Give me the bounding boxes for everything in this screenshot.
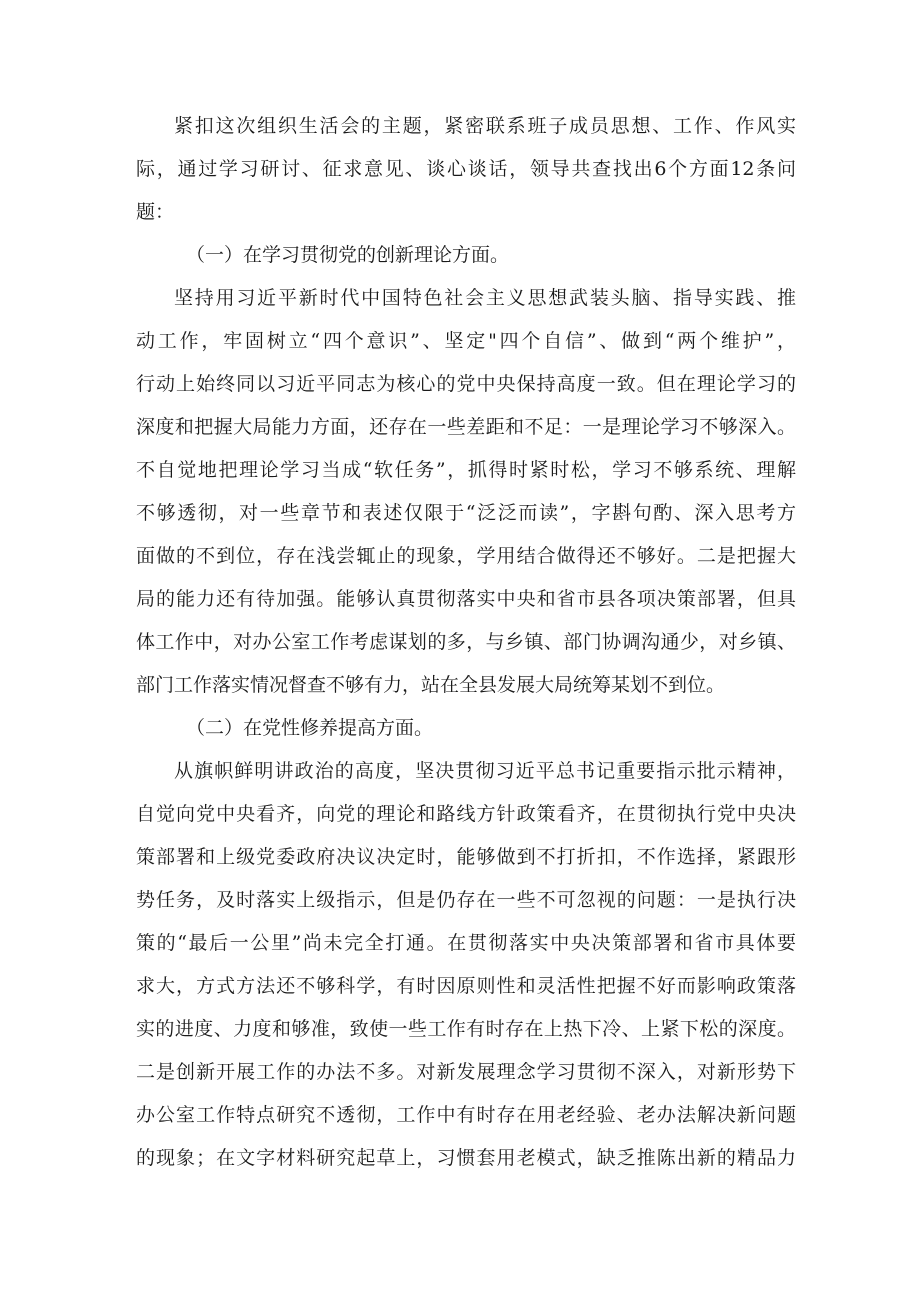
paragraph-line: 办公室工作特点研究不透彻，工作中有时存在用老经验、老办法解决新问题 <box>136 1104 796 1126</box>
paragraph-line: 题： <box>136 201 175 223</box>
paragraph-line: 的现象；在文字材料研究起草上，习惯套用老模式，缺乏推陈出新的精品力 <box>136 1147 796 1169</box>
paragraph-line: 势任务，及时落实上级指示，但是仍存在一些不可忽视的问题：一是执行决 <box>136 889 796 911</box>
paragraph-line: 二是创新开展工作的办法不多。对新发展理念学习贯彻不深入，对新形势下 <box>136 1061 796 1083</box>
paragraph-line: 不够透彻，对一些章节和表述仅限于“泛泛而读”，字斟句酌、深入思考方 <box>136 502 796 524</box>
paragraph-line: 从旗帜鲜明讲政治的高度，坚决贯彻习近平总书记重要指示批示精神， <box>174 760 796 782</box>
paragraph-line: 行动上始终同以习近平同志为核心的党中央保持高度一致。但在理论学习的 <box>136 373 796 395</box>
paragraph-line: 体工作中，对办公室工作考虑谋划的多，与乡镇、部门协调沟通少，对乡镇、 <box>136 631 796 653</box>
paragraph-line: 实的进度、力度和够准，致使一些工作有时存在上热下冷、上紧下松的深度。 <box>136 1018 796 1040</box>
section-heading: （二）在党性修养提高方面。 <box>186 717 434 739</box>
paragraph-line: 紧扣这次组织生活会的主题，紧密联系班子成员思想、工作、作风实 <box>174 115 796 137</box>
paragraph-line: 不自觉地把理论学习当成“软任务”，抓得时紧时松，学习不够系统、理解 <box>136 459 796 481</box>
paragraph-line: 面做的不到位，存在浅尝辄止的现象，学用结合做得还不够好。二是把握大 <box>136 545 796 567</box>
paragraph-line: 坚持用习近平新时代中国特色社会主义思想武装头脑、指导实践、推 <box>174 287 796 309</box>
paragraph-line: 动工作，牢固树立“四个意识”、坚定"四个自信”、做到“两个维护”， <box>136 330 796 352</box>
section-heading: （一）在学习贯彻党的创新理论方面。 <box>186 244 510 266</box>
paragraph-line: 策的“最后一公里”尚未完全打通。在贯彻落实中央决策部署和省市具体要 <box>136 932 796 954</box>
paragraph-line: 部门工作落实情况督查不够有力，站在全县发展大局统筹某划不到位。 <box>136 674 726 696</box>
paragraph-line: 际，通过学习研讨、征求意见、谈心谈话，领导共查找出6个方面12条问 <box>136 158 796 180</box>
paragraph-line: 自觉向党中央看齐，向党的理论和路线方针政策看齐，在贯彻执行党中央决 <box>136 803 796 825</box>
paragraph-line: 深度和把握大局能力方面，还存在一些差距和不足：一是理论学习不够深入。 <box>136 416 796 438</box>
paragraph-line: 局的能力还有待加强。能够认真贯彻落实中央和省市县各项决策部署，但具 <box>136 588 796 610</box>
paragraph-line: 策部署和上级党委政府决议决定时，能够做到不打折扣，不作选择，紧跟形 <box>136 846 796 868</box>
paragraph-line: 求大，方式方法还不够科学，有时因原则性和灵活性把握不好而影响政策落 <box>136 975 796 997</box>
